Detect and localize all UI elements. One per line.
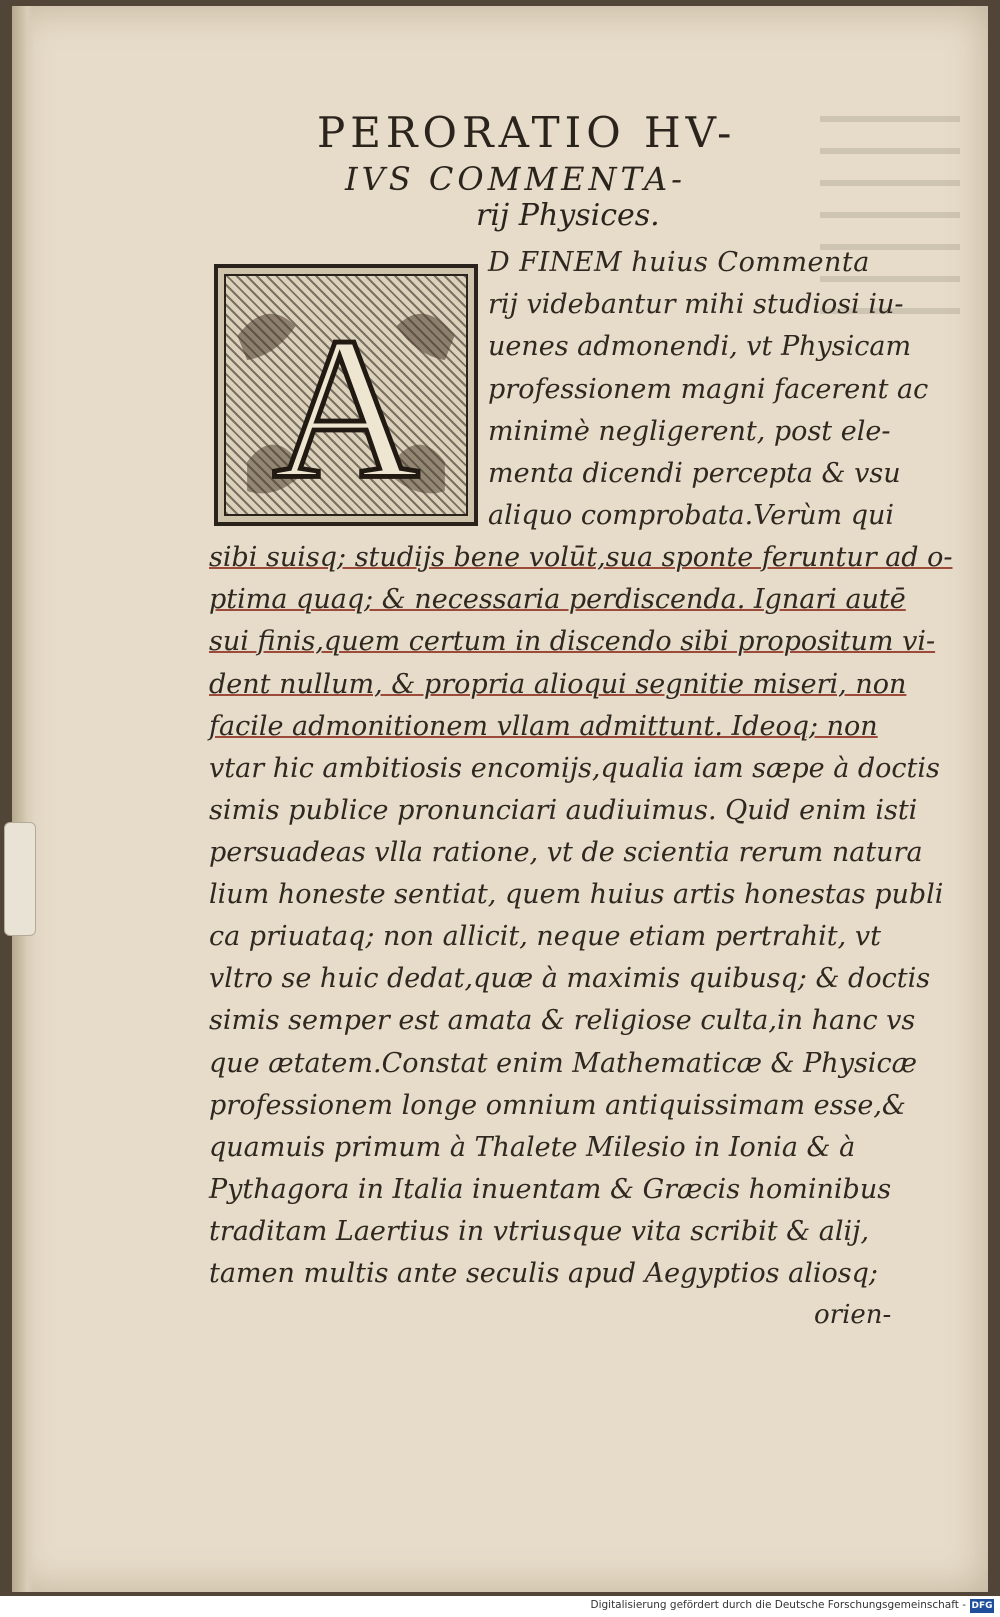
text-line: simis publice pronunciari audiuimus. Quid enim isti [209, 795, 918, 826]
dfg-logo: DFG [971, 1601, 993, 1611]
text-line: Pythagora in Italia inuentam & Græcis hominibus [209, 1174, 892, 1205]
initial-letter-graphic [218, 268, 474, 522]
footer-credit: Digitalisierung gefördert durch die Deutsche Forschungsgemeinschaft - [590, 1599, 966, 1611]
text-line: simis semper est amata & religiose culta,in hanc vs [209, 1005, 916, 1036]
text-line: que ætatem.Constat enim Mathematicæ & Physicæ [209, 1048, 917, 1079]
text-line: quamuis primum à Thalete Milesio in Ionia & à [209, 1132, 856, 1163]
heading-line-3: rij Physices. [476, 198, 660, 233]
heading-line-1: PERORATIO HV- [317, 108, 737, 157]
text-line: D FINEM huius Commenta [488, 247, 870, 278]
text-line: persuadeas vlla ratione, vt de scientia rerum natura [209, 837, 923, 868]
text-line: ca priuataq; non allicit, neque etiam pertrahit, vt [209, 921, 881, 952]
text-line-underlined: facile admonitionem vllam admittunt. Ideoq; non [209, 711, 878, 742]
paper-tab [4, 822, 36, 936]
text-line: menta dicendi percepta & vsu [488, 458, 901, 489]
text-line-underlined: sui finis,quem certum in discendo sibi propositum vi- [209, 626, 936, 657]
page-edge [12, 6, 34, 1592]
initial-letter: A [272, 296, 420, 522]
catchword: orien- [814, 1300, 892, 1330]
text-line: professionem longe omnium antiquissimam esse,& [209, 1090, 906, 1121]
text-line: tamen multis ante seculis apud Aegyptios aliosq; [209, 1258, 878, 1289]
footer-bar [0, 1596, 1000, 1617]
text-line-underlined: dent nullum, & propria alioqui segnitie miseri, non [209, 669, 907, 700]
text-line: traditam Laertius in vtriusque vita scribit & alij, [209, 1216, 870, 1247]
text-line: rij videbantur mihi studiosi iu- [488, 289, 904, 320]
text-line: vtar hic ambitiosis encomijs,qualia iam sæpe à doctis [209, 753, 940, 784]
text-line: vltro se huic dedat,quæ à maximis quibusq; & doctis [209, 963, 931, 994]
ink-bleed-through [820, 116, 960, 316]
heading-line-2: IVS COMMENTA- [345, 160, 686, 198]
text-line: lium honeste sentiat, quem huius artis honestas publi [209, 879, 944, 910]
text-line: aliquo comprobata.Verùm qui [488, 500, 895, 531]
text-line-underlined: sibi suisq; studijs bene volūt,sua sponte feruntur ad o- [209, 542, 953, 573]
text-line: uenes admonendi, vt Physicam [488, 331, 912, 362]
text-line: minimè negligerent, post ele- [488, 416, 891, 447]
decorated-initial [214, 264, 478, 526]
text-line-underlined: ptima quaq; & necessaria perdiscenda. Ignari autē [209, 584, 906, 615]
text-line: professionem magni facerent ac [488, 374, 929, 405]
